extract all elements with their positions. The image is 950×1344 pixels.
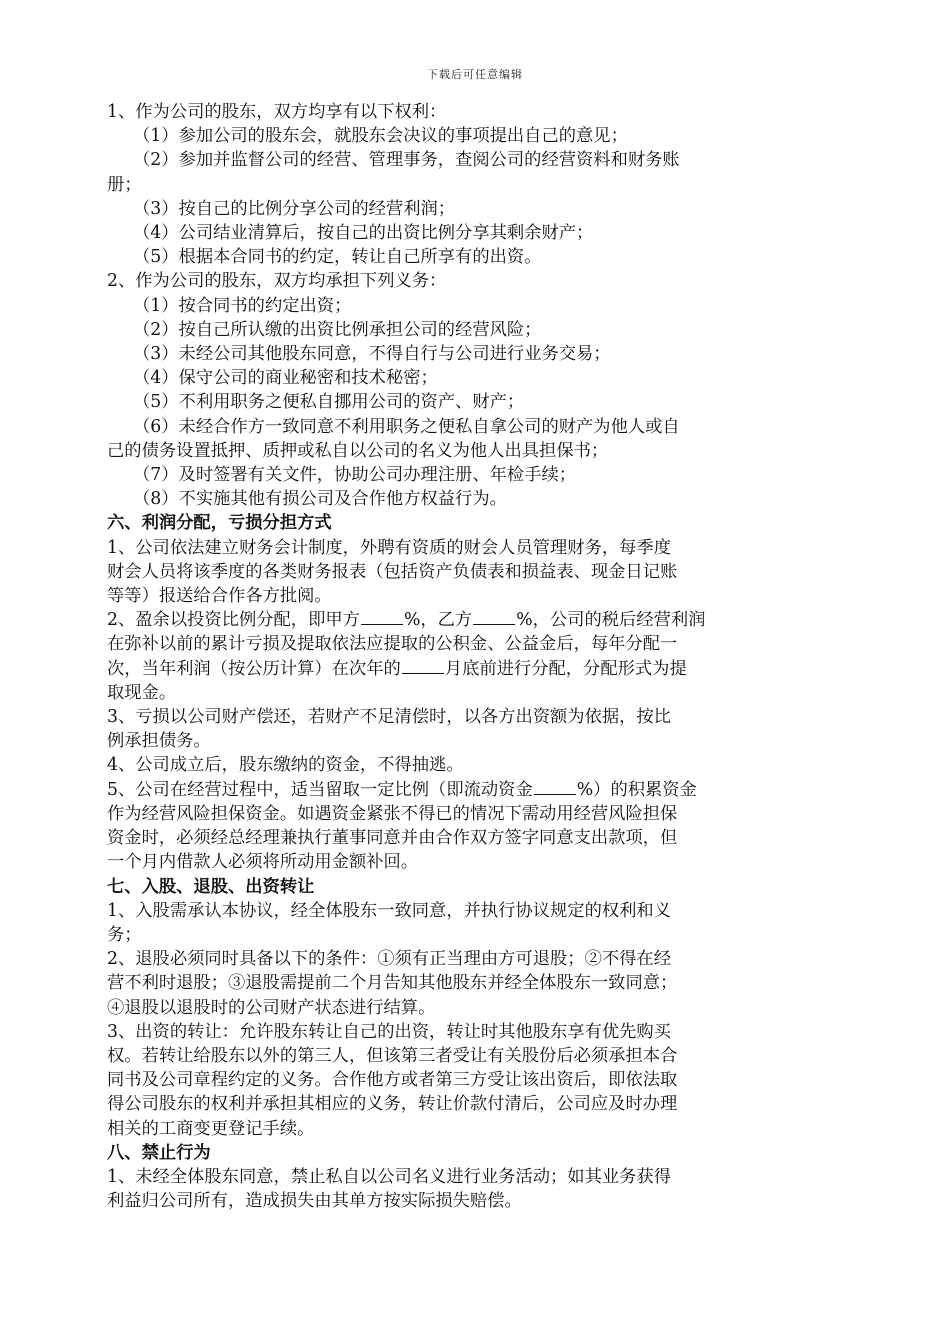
duties-item-6-cont: 己的债务设置抵押、质押或私自以公司的名义为他人出具担保书； — [107, 440, 609, 461]
s7-p2-line1: 2、退股必须同时具备以下的条件：①须有正当理由方可退股；②不得在经 — [107, 949, 671, 970]
duties-item-2: （2）按自己所认缴的出资比例承担公司的经营风险； — [133, 319, 542, 340]
s6-p1-line2: 财会人员将该季度的各类财务报表（包括资产负债表和损益表、现金日记账 — [107, 561, 678, 582]
section-8-title: 八、禁止行为 — [107, 1142, 211, 1163]
s6-p5-text-a: 5、公司在经营过程中，适当留取一定比例（即流动资金 — [107, 779, 533, 800]
s6-p2-text-e: 月底前进行分配，分配形式为提 — [444, 658, 687, 679]
rights-item-5: （5）根据本合同书的约定，转让自己所享有的出资。 — [133, 247, 542, 268]
s7-p2-line2: 营不利时退股；③退股需提前二个月告知其他股东并经全体股东一致同意； — [107, 973, 678, 994]
s6-p2-line1 — [107, 608, 847, 632]
duties-item-4: （4）保守公司的商业秘密和技术秘密； — [133, 368, 438, 389]
blank-liquidity-percent — [534, 778, 576, 795]
s6-p2-text-d: 次，当年利润（按公历计算）在次年的 — [107, 658, 401, 679]
s6-p4: 4、公司成立后，股东缴纳的资金，不得抽逃。 — [107, 755, 464, 776]
blank-party-b-percent — [473, 608, 515, 625]
s6-p1-line3: 等等）报送给合作各方批阅。 — [107, 586, 332, 607]
duties-item-3: （3）未经公司其他股东同意，不得自行与公司进行业务交易； — [133, 344, 611, 365]
blank-month — [402, 657, 444, 674]
rights-item-2: （2）参加并监督公司的经营、管理事务，查阅公司的经营资料和财务账 — [133, 150, 680, 171]
s8-p1-line2: 利益归公司所有，造成损失由其单方按实际损失赔偿。 — [107, 1191, 522, 1212]
s6-p5-text-b: %）的积累资金 — [576, 779, 697, 800]
s6-p3-line1: 3、亏损以公司财产偿还，若财产不足清偿时，以各方出资额为依据，按比 — [107, 707, 671, 728]
section-6-title: 六、利润分配，亏损分担方式 — [107, 513, 332, 534]
s6-p2-text-a: 2、盈余以投资比例分配，即甲方 — [107, 610, 360, 631]
s7-p1-line2: 务； — [107, 924, 142, 945]
rights-item-1: （1）参加公司的股东会，就股东会决议的事项提出自己的意见； — [133, 126, 628, 147]
s7-p3-line2: 权。若转让给股东以外的第三人，但该第三者受让有关股份后必须承担本合 — [107, 1045, 678, 1066]
rights-intro: 1、作为公司的股东，双方均享有以下权利： — [107, 102, 447, 122]
s6-p5-line3: 资金时，必须经总经理兼执行董事同意并由合作双方签字同意支出款项，但 — [107, 828, 678, 849]
s6-p5-line2: 作为经营风险担保资金。如遇资金紧张不得已的情况下需动用经营风险担保 — [107, 803, 678, 824]
duties-item-7: （7）及时签署有关文件，协助公司办理注册、年检手续； — [133, 465, 577, 486]
s7-p3-line1: 3、出资的转让：允许股东转让自己的出资，转让时其他股东享有优先购买 — [107, 1021, 671, 1042]
duties-item-5: （5）不利用职务之便私自挪用公司的资产、财产； — [133, 392, 525, 413]
s6-p5-line4: 一个月内借款人必须将所动用金额补回。 — [107, 852, 419, 873]
blank-party-a-percent — [361, 608, 403, 625]
s7-p2-line3: ④退股以退股时的公司财产状态进行结算。 — [107, 997, 436, 1018]
s6-p2-text-c: %，公司的税后经营利润 — [516, 610, 706, 631]
duties-item-6: （6）未经合作方一致同意不利用职务之便私自拿公司的财产为他人或自 — [133, 416, 680, 437]
s8-p1-line1: 1、未经全体股东同意，禁止私自以公司名义进行业务活动；如其业务获得 — [107, 1166, 671, 1187]
s6-p3-line2: 例承担债务。 — [107, 731, 211, 752]
s6-p2-line2: 在弥补以前的累计亏损及提取依法应提取的公积金、公益金后，每年分配一 — [107, 634, 678, 655]
section-7-title: 七、入股、退股、出资转让 — [107, 876, 315, 897]
rights-item-3: （3）按自己的比例分享公司的经营利润； — [133, 198, 456, 219]
s6-p1-line1: 1、公司依法建立财务会计制度，外聘有资质的财会人员管理财务，每季度 — [107, 537, 671, 558]
s6-p2-text-b: %，乙方 — [403, 610, 473, 631]
duties-item-1: （1）按合同书的约定出资； — [133, 295, 352, 316]
document-body — [107, 100, 847, 1213]
s7-p1-line1: 1、入股需承认本协议，经全体股东一致同意，并执行协议规定的权利和义 — [107, 900, 671, 921]
page-header: 下载后可任意编辑 — [427, 68, 523, 81]
s6-p2-line4: 取现金。 — [107, 682, 177, 703]
rights-item-4: （4）公司结业清算后，按自己的出资比例分享其剩余财产； — [133, 223, 594, 244]
s6-p2-line3 — [107, 657, 847, 681]
s6-p5-line1 — [107, 778, 847, 802]
s7-p3-line3: 同书及公司章程约定的义务。合作他方或者第三方受让该出资后，即依法取 — [107, 1070, 678, 1091]
s7-p3-line5: 相关的工商变更登记手续。 — [107, 1118, 315, 1139]
duties-intro: 2、作为公司的股东，双方均承担下列义务： — [107, 271, 447, 292]
rights-item-2-cont: 册； — [107, 174, 142, 195]
s7-p3-line4: 得公司股东的权利并承担其相应的义务，转让价款付清后，公司应及时办理 — [107, 1094, 678, 1115]
duties-item-8: （8）不实施其他有损公司及合作他方权益行为。 — [133, 489, 507, 510]
